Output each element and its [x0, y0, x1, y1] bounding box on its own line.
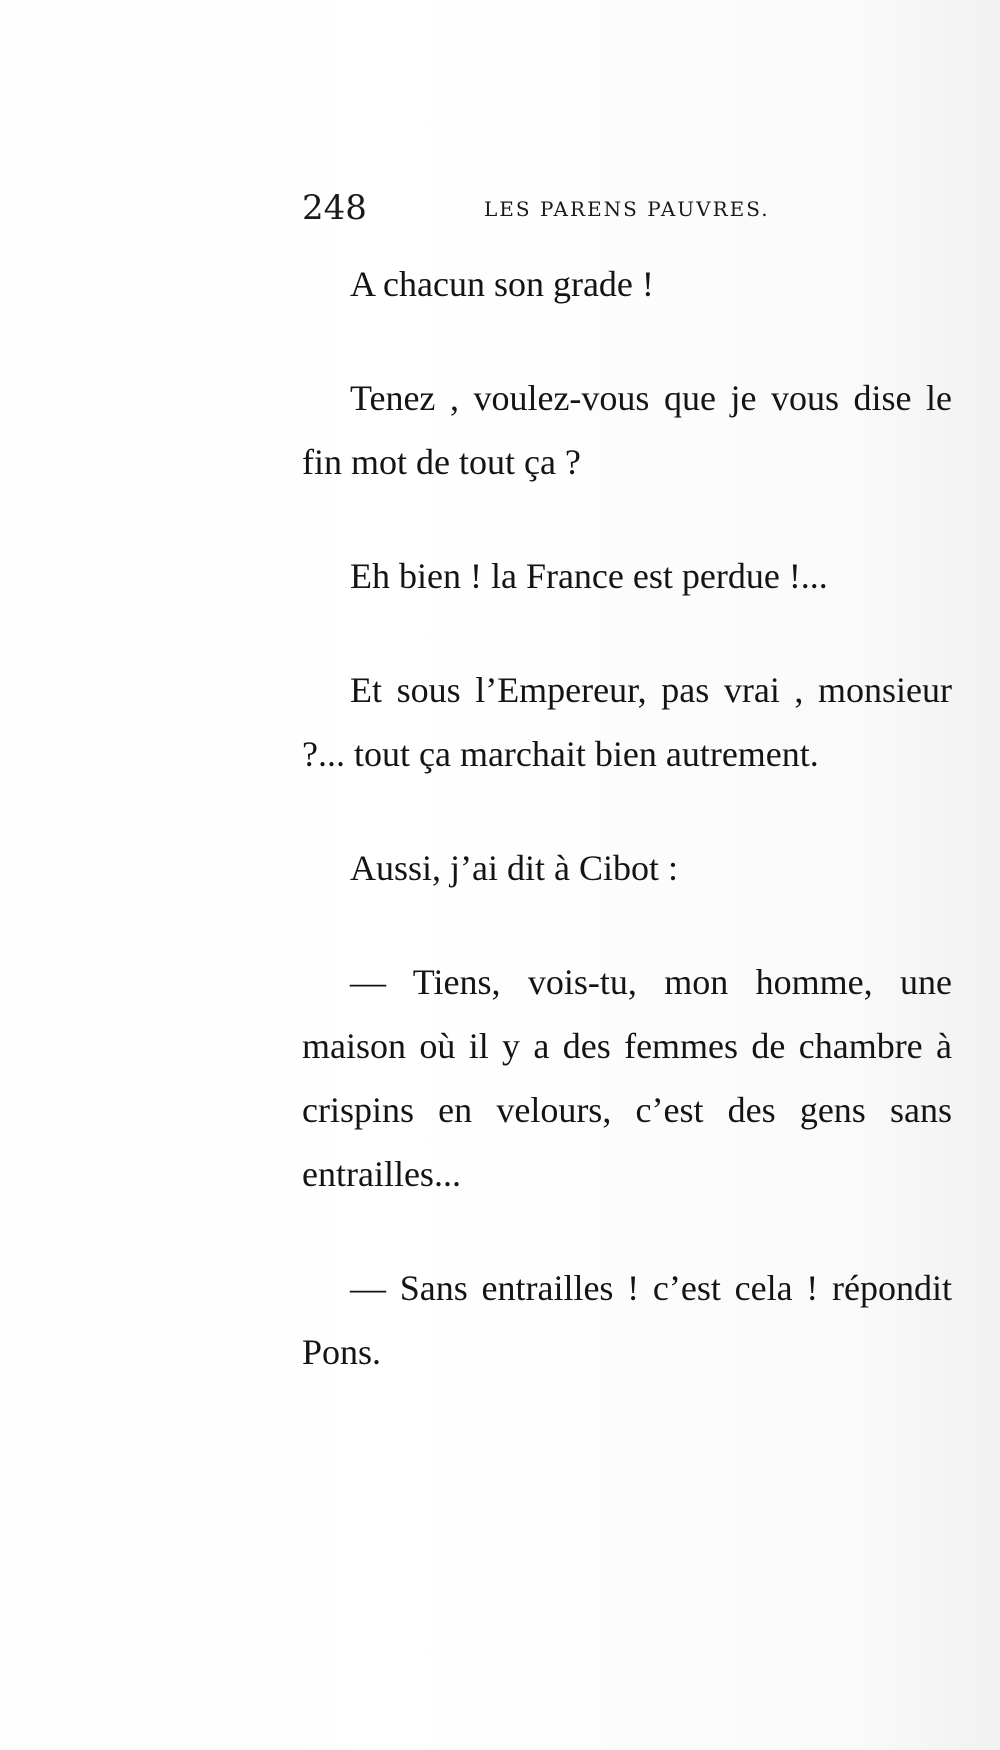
- running-head: [302, 188, 802, 228]
- paragraph: Tenez , voulez-vous que je vous dise le fin mot de tout ça ?: [302, 378, 952, 482]
- paragraph: Aussi, j’ai dit à Cibot :: [350, 848, 678, 888]
- paragraph: Et sous l’Empereur, pas vrai , monsieur ?... tout ça marchait bien autrement.: [302, 670, 952, 774]
- page-body-text: [302, 252, 952, 1384]
- book-title: LES PARENS PAUVRES.: [484, 197, 770, 221]
- paragraph: — Tiens, vois-tu, mon homme, une maison où il y a des femmes de chambre à crispins en velours, c’est des gens sans entrailles...: [302, 962, 952, 1194]
- paragraph: Eh bien ! la France est perdue !...: [350, 556, 828, 596]
- paragraph: — Sans entrailles ! c’est cela ! répondit Pons.: [302, 1268, 952, 1372]
- page-number: 248: [302, 188, 367, 228]
- paragraph: A chacun son grade !: [350, 264, 654, 304]
